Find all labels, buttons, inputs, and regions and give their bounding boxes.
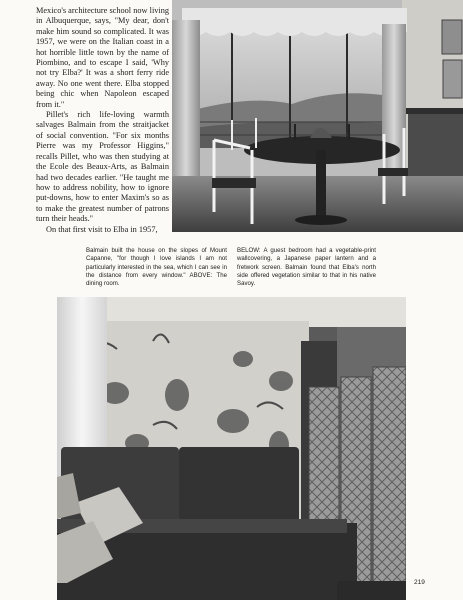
- body-paragraph: Mexico's architecture school now living in Albuquerque, says, "My dear, don't make him sound so complicated. It was 1957, we were on the Italian coast in a hot horrible little town by the name of Piombino, and to escape I said, 'Why not try Elba?' It was a short ferry ride away. No one went there. Elba stopped being chic when Napoleon escaped from it.": [36, 6, 169, 109]
- body-paragraph: On that first visit to Elba in 1957,: [46, 224, 158, 234]
- page-number: 219: [414, 579, 425, 586]
- dining-room-photo: [172, 0, 463, 232]
- guest-bedroom-photo: [57, 297, 406, 600]
- dining-room-caption: Balmain built the house on the slopes of Mount Capanne, "for though I love islands I am not particularly interested in the sea, which I can see in the distance from every window." ABOVE: The dining room.: [86, 247, 227, 288]
- body-text-column: [36, 6, 169, 235]
- body-paragraph: Pillet's rich life-loving warmth salvages Balmain from the straitjacket of social convention. "For six months Pierre was my Professor Higgins," recalls Pillet, who was then studying at the Ecole des Beaux-Arts, as Balmain had two decades earlier. "He taught me how to address nobility, how to ignore put-downs, how to enter Maxim's so as to make the greatest number of patrons turn their heads.": [36, 110, 169, 224]
- guest-bedroom-illustration: [57, 297, 406, 600]
- bedroom-caption: BELOW: A guest bedroom had a vegetable-print wallcovering, a Japanese paper lantern and a fretwork screen. Balmain found that Elba's north side offered vegetation similar to that in his native Savoy.: [237, 247, 376, 288]
- dining-room-illustration: [172, 0, 463, 232]
